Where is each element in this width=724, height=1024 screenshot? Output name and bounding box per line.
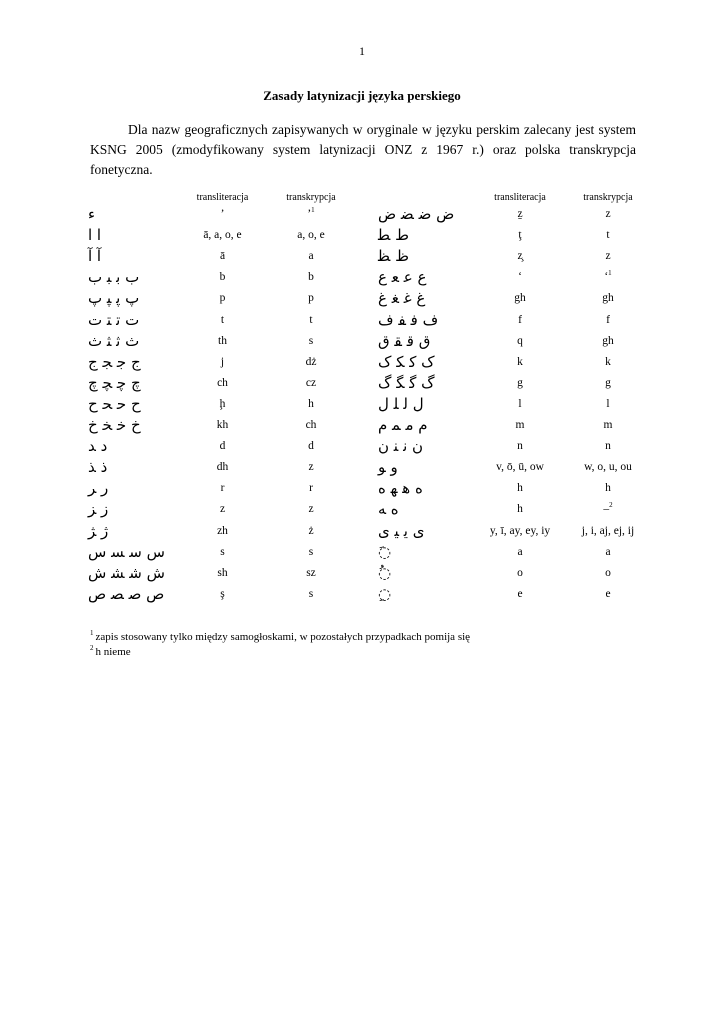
transcription-value: e bbox=[605, 587, 611, 600]
persian-letter-forms: ژ ﮋ bbox=[88, 521, 109, 540]
transcription-cell bbox=[270, 373, 352, 394]
transliteration-cell: ţ bbox=[518, 229, 522, 242]
persian-letter-forms: س ﺳ ﺴ س bbox=[88, 542, 165, 561]
transcription-value: j, i, aj, ej, ij bbox=[581, 524, 635, 537]
transcription-cell bbox=[568, 584, 648, 605]
footnote-1: $^1$ zapis stosowany tylko między samogłoskami, w pozostałych przypadkach pomija się bbox=[90, 629, 471, 643]
persian-letter-forms: ج ﺟ ﺠ ج bbox=[88, 352, 141, 371]
transcription-footnote-ref: 2 bbox=[609, 501, 613, 510]
transcription-cell bbox=[270, 204, 352, 225]
transcription-cell bbox=[568, 415, 648, 436]
footnote-text: h nieme bbox=[95, 646, 131, 658]
transcription-value: gh bbox=[602, 334, 614, 347]
table-row bbox=[0, 373, 724, 394]
table-row bbox=[0, 288, 724, 309]
transliteration-cell: ch bbox=[217, 376, 228, 389]
transcription-cell bbox=[270, 246, 352, 267]
transliteration-cell: g bbox=[517, 376, 523, 389]
transliteration-cell: q bbox=[517, 334, 523, 347]
transcription-value: dż bbox=[305, 355, 317, 368]
transliteration-cell: h bbox=[517, 482, 523, 495]
transliteration-cell: s bbox=[220, 545, 225, 558]
transcription-value: s bbox=[308, 545, 314, 558]
table-row bbox=[0, 331, 724, 352]
header-left-transliteration: transliteracja bbox=[196, 192, 249, 203]
transcription-value: z bbox=[308, 503, 314, 516]
persian-letter-forms: ب ﺑ ﺒ ب bbox=[88, 268, 140, 287]
transcription-value: r bbox=[309, 482, 313, 495]
transcription-cell bbox=[270, 584, 352, 605]
transcription-cell bbox=[270, 310, 352, 331]
transcription-value: t bbox=[606, 229, 610, 242]
persian-letter-forms: ا ا bbox=[88, 226, 102, 245]
table-row bbox=[0, 499, 724, 520]
transcription-value: ch bbox=[305, 419, 317, 431]
transcription-value: cz bbox=[305, 376, 317, 389]
persian-letter-forms: ص ﺻ ﺼ ص bbox=[88, 584, 165, 603]
transliteration-cell: a bbox=[517, 545, 523, 558]
transliteration-cell: b bbox=[219, 271, 226, 284]
page-title: Zasady latynizacji języka perskiego bbox=[263, 88, 461, 103]
transcription-cell bbox=[568, 478, 648, 499]
persian-letter-forms: غ ﻏ ﻐ غ bbox=[378, 289, 426, 308]
transliteration-cell: d bbox=[219, 440, 226, 453]
persian-letter-forms: ث ﺛ ﺜ ث bbox=[88, 331, 140, 350]
transliteration-cell: y, ī, ay, ey, iy bbox=[489, 524, 551, 537]
transcription-value: a bbox=[308, 250, 314, 263]
transcription-value: k bbox=[605, 355, 611, 368]
transcription-cell bbox=[568, 267, 648, 288]
transcription-cell bbox=[270, 288, 352, 309]
transliteration-cell: h bbox=[517, 503, 523, 516]
transliteration-cell: l bbox=[518, 397, 522, 410]
transcription-cell bbox=[568, 246, 648, 267]
persian-letter-forms: ه ﻫ ﻬ ه bbox=[378, 479, 423, 498]
transliteration-cell: ‘ bbox=[518, 271, 522, 284]
transcription-value: n bbox=[605, 440, 611, 453]
persian-letter-forms: ی ﯾ ﯿ ی bbox=[378, 521, 425, 540]
transliteration-cell: ā bbox=[219, 250, 226, 263]
transliteration-cell: th bbox=[218, 334, 227, 347]
transliteration-cell: z̧ bbox=[517, 250, 523, 263]
transcription-value: b bbox=[308, 271, 314, 284]
transliteration-cell: ş bbox=[220, 587, 225, 600]
persian-letter-forms: ز ﺰ bbox=[88, 500, 109, 519]
persian-letter-forms: گ ﮔ ﮕ گ bbox=[378, 373, 435, 392]
transcription-cell bbox=[568, 225, 648, 246]
header-right-transliteration: transliteracja bbox=[494, 192, 546, 203]
transcription-value: o bbox=[605, 566, 611, 579]
transcription-value: ’ bbox=[307, 208, 312, 220]
transliteration-cell: p bbox=[219, 292, 226, 305]
persian-letter-forms: ح ﺣ ﺤ ح bbox=[88, 394, 141, 413]
transcription-cell bbox=[568, 563, 648, 584]
transcription-value: a bbox=[605, 545, 611, 558]
transliteration-cell: n bbox=[517, 440, 523, 453]
footnote-text: zapis stosowany tylko między samogłoskami, w pozostałych przypadkach pomija się bbox=[95, 631, 471, 643]
header-right-transcription: transkrypcja bbox=[583, 192, 633, 203]
table-row bbox=[0, 246, 724, 267]
persian-letter-forms: ق ﻗ ﻘ ق bbox=[378, 331, 431, 350]
transliteration-cell: zh bbox=[217, 524, 228, 537]
transcription-value: sz bbox=[306, 566, 316, 579]
transcription-value: a, o, e bbox=[297, 229, 325, 242]
table-row bbox=[0, 225, 724, 246]
header-left-transcription: transkrypcja bbox=[286, 192, 336, 203]
transliteration-cell: t bbox=[220, 313, 225, 326]
transcription-cell bbox=[568, 457, 648, 478]
table-row bbox=[0, 436, 724, 457]
persian-letter-forms: پ ﭘ ﭙ پ bbox=[88, 289, 140, 308]
transcription-value: ż bbox=[308, 524, 314, 537]
transcription-cell bbox=[568, 436, 648, 457]
transcription-cell bbox=[270, 521, 352, 542]
persian-letter-forms: ف ﻓ ﻔ ف bbox=[378, 310, 439, 329]
transcription-value: gh bbox=[602, 292, 614, 305]
transcription-cell bbox=[270, 478, 352, 499]
persian-letter-forms: ش ﺷ ﺸ ش bbox=[88, 563, 165, 582]
transliteration-cell: k bbox=[517, 355, 523, 368]
transcription-cell bbox=[568, 394, 648, 415]
transliteration-cell: v, ō, ū, ow bbox=[496, 461, 544, 474]
table-row bbox=[0, 584, 724, 605]
transcription-cell bbox=[270, 331, 352, 352]
transliteration-cell: m bbox=[515, 419, 525, 431]
persian-letter-forms: ع ﻋ ﻌ ع bbox=[378, 268, 427, 287]
transcription-value: t bbox=[309, 313, 313, 326]
transliteration-cell: ’ bbox=[220, 208, 225, 220]
transcription-value: w, o, u, ou bbox=[584, 461, 632, 474]
table-row bbox=[0, 457, 724, 478]
transcription-cell bbox=[568, 204, 648, 225]
table-row bbox=[0, 267, 724, 288]
transcription-cell bbox=[568, 352, 648, 373]
persian-letter-forms: آ آ bbox=[88, 247, 102, 266]
persian-letter-forms: د ﺪ bbox=[88, 437, 108, 456]
transcription-cell bbox=[270, 415, 352, 436]
transcription-cell bbox=[568, 521, 648, 542]
persian-letter-forms: ظ ﻈ bbox=[378, 247, 409, 266]
transliteration-cell: ẕ bbox=[517, 208, 523, 220]
transcription-value: d bbox=[308, 440, 314, 453]
persian-letter-forms: خ ﺧ ﺨ خ bbox=[88, 416, 141, 434]
table-row bbox=[0, 352, 724, 373]
table-row bbox=[0, 204, 724, 225]
persian-letter-forms: ک ﮐ ﮑ ک bbox=[378, 352, 435, 371]
persian-letter-forms: ن ﻧ ﻨ ن bbox=[378, 437, 424, 456]
transliteration-cell: ḩ bbox=[219, 397, 226, 410]
transliteration-cell: ā, a, o, e bbox=[203, 229, 242, 242]
persian-letter-forms: و ﻮ bbox=[378, 458, 398, 477]
transcription-cell bbox=[270, 225, 352, 246]
transcription-cell bbox=[568, 288, 648, 309]
persian-letter-forms: ط ﻄ bbox=[378, 226, 409, 245]
transcription-footnote-ref: 1 bbox=[311, 206, 315, 214]
table-row bbox=[0, 563, 724, 584]
transcription-cell bbox=[270, 394, 352, 415]
persian-letter-forms: ◌ُ bbox=[378, 563, 392, 582]
persian-letter-forms: ◌ِ bbox=[378, 584, 392, 603]
transcription-value: m bbox=[603, 419, 613, 431]
persian-letter-forms: ذ ﺬ bbox=[88, 458, 108, 477]
transcription-value: z bbox=[605, 208, 611, 220]
transcription-cell bbox=[568, 373, 648, 394]
persian-letter-forms: چ ﭼ ﭽ چ bbox=[88, 373, 141, 392]
transliteration-cell: sh bbox=[217, 566, 228, 579]
transcription-cell bbox=[270, 436, 352, 457]
transcription-value: s bbox=[308, 334, 314, 347]
transliteration-cell: o bbox=[517, 566, 523, 579]
transcription-value: p bbox=[308, 292, 314, 305]
transcription-cell bbox=[568, 331, 648, 352]
transcription-value: h bbox=[308, 397, 314, 410]
persian-letter-forms: ض ﺿ ﻀ ض bbox=[378, 205, 455, 223]
page-number: 1 bbox=[359, 44, 365, 58]
persian-letter-forms: ه ﻪ bbox=[378, 500, 399, 519]
table-row bbox=[0, 394, 724, 415]
transcription-cell bbox=[270, 499, 352, 520]
transcription-cell bbox=[270, 457, 352, 478]
transcription-footnote-ref: 1 bbox=[608, 269, 612, 278]
transliteration-cell: r bbox=[220, 482, 225, 495]
table-row bbox=[0, 542, 724, 563]
transcription-cell bbox=[270, 267, 352, 288]
persian-letter-forms: ت ﺗ ﺘ ت bbox=[88, 310, 140, 329]
transcription-value: z bbox=[308, 461, 314, 474]
transcription-cell bbox=[270, 542, 352, 563]
transliteration-cell: dh bbox=[216, 461, 229, 474]
intro-paragraph: Dla nazw geograficznych zapisywanych w oryginale w języku perskim zalecany jest system KSNG 2005 (zmodyfikowany system latynizacji ONZ z 1967 r.) oraz polska transkrypcja fonetyczna. bbox=[90, 122, 636, 177]
transliteration-cell: kh bbox=[216, 419, 229, 431]
table-row bbox=[0, 521, 724, 542]
transcription-cell bbox=[270, 563, 352, 584]
transliteration-cell: gh bbox=[514, 292, 526, 305]
transcription-value: – bbox=[603, 503, 610, 516]
transcription-value: ‘ bbox=[604, 271, 609, 284]
transcription-value: f bbox=[606, 313, 610, 326]
transcription-cell bbox=[568, 542, 648, 563]
transcription-cell bbox=[568, 310, 648, 331]
transcription-value: s bbox=[308, 587, 314, 600]
transliteration-cell: j bbox=[220, 355, 225, 368]
transliteration-cell: f bbox=[518, 313, 522, 326]
transliteration-cell: e bbox=[517, 587, 523, 600]
persian-letter-forms: ء bbox=[88, 205, 96, 223]
transcription-cell bbox=[568, 499, 648, 520]
persian-letter-forms: ر ﺮ bbox=[88, 479, 109, 498]
footnotes bbox=[90, 630, 470, 660]
transcription-cell bbox=[270, 352, 352, 373]
transcription-value: z bbox=[605, 250, 611, 263]
table-row bbox=[0, 415, 724, 436]
transliteration-cell: z bbox=[219, 503, 226, 516]
table-row bbox=[0, 310, 724, 331]
transcription-value: g bbox=[605, 376, 611, 389]
persian-letter-forms: ◌َ bbox=[378, 542, 392, 561]
footnote-2: $^2$ h nieme bbox=[90, 644, 131, 658]
transcription-value: l bbox=[606, 397, 610, 410]
transcription-value: h bbox=[605, 482, 611, 495]
persian-letter-forms: م ﻣ ﻤ م bbox=[378, 416, 428, 434]
table-row bbox=[0, 478, 724, 499]
persian-letter-forms: ل ﻟ ﻠ ل bbox=[378, 394, 424, 413]
